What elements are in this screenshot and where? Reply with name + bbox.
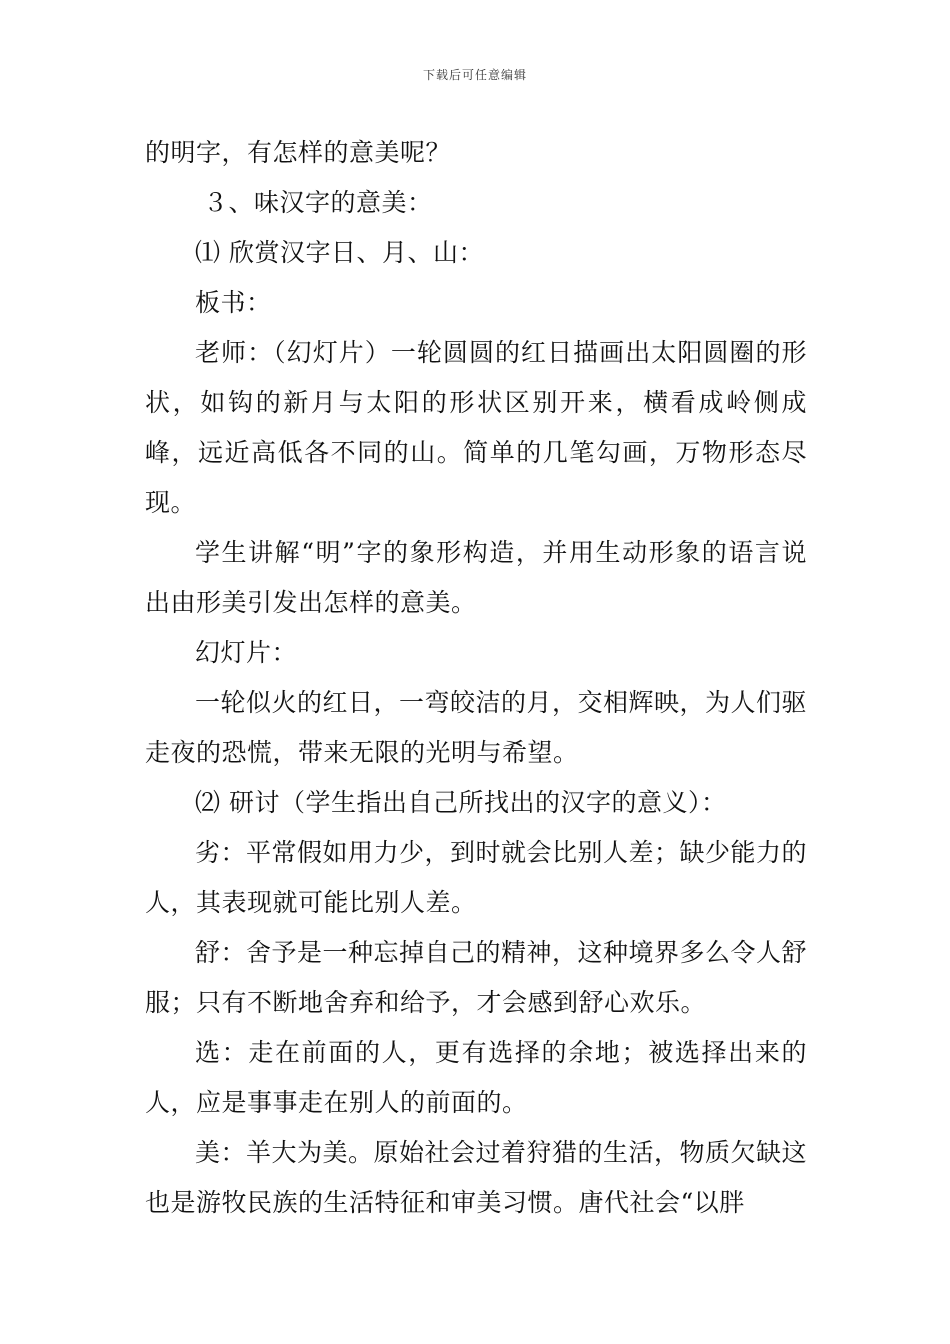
paragraph-continuation: 的明字，有怎样的意美呢？	[145, 138, 452, 167]
subsection-heading: ⑵ 研讨（学生指出自己所找出的汉字的意义）：	[195, 788, 727, 817]
subsection-heading: ⑴ 欣赏汉字日、月、山：	[195, 238, 484, 267]
paragraph: 一轮似火的红日，一弯皎洁的月，交相辉映，为人们驱走夜的恐慌，带来无限的光明与希望。	[145, 688, 808, 767]
paragraph: 舒：舍予是一种忘掉自己的精神，这种境界多么令人舒服；只有不断地舍弃和给予，才会感到舒心欢乐。	[145, 938, 808, 1017]
paragraph: 老师：（幻灯片）一轮圆圆的红日描画出太阳圆圈的形状，如钩的新月与太阳的形状区别开来，横看成岭侧成峰，远近高低各不同的山。简单的几笔勾画，万物形态尽现。	[145, 338, 807, 517]
page-header: 下载后可任意编辑	[422, 68, 527, 82]
section-heading: ３、味汉字的意美：	[203, 188, 433, 217]
document-body	[145, 128, 807, 1228]
paragraph: 劣：平常假如用力少，到时就会比别人差；缺少能力的人，其表现就可能比别人差。	[145, 838, 808, 917]
paragraph: 美：羊大为美。原始社会过着狩猎的生活，物质欠缺这也是游牧民族的生活特征和审美习惯。唐代社会“以胖	[145, 1138, 808, 1217]
paragraph: 选：走在前面的人，更有选择的余地；被选择出来的人，应是事事走在别人的前面的。	[145, 1038, 807, 1117]
paragraph: 板书：	[195, 288, 272, 317]
paragraph: 幻灯片：	[195, 638, 298, 667]
paragraph: 学生讲解“明”字的象形构造，并用生动形象的语言说出由形美引发出怎样的意美。	[145, 538, 807, 617]
